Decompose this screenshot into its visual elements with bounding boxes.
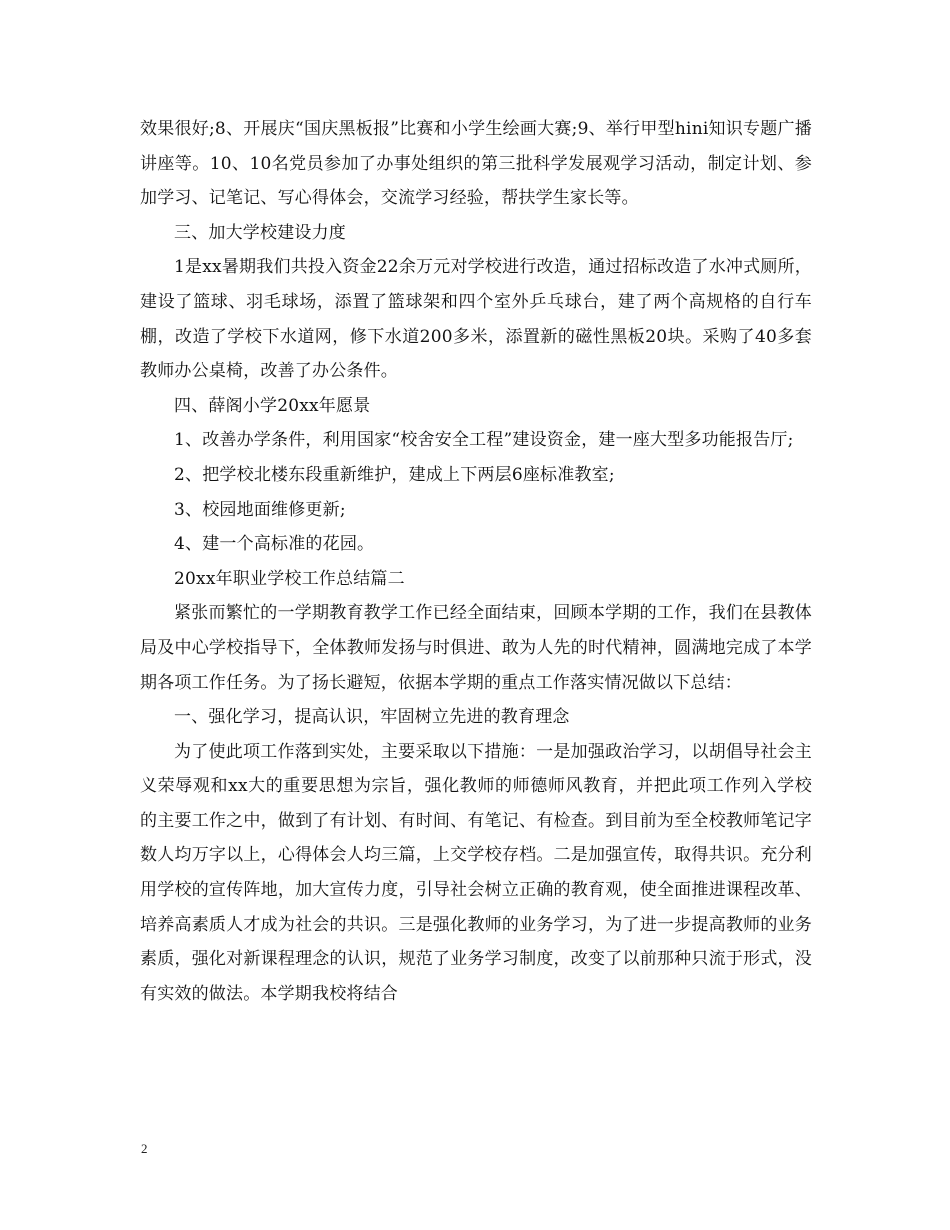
document-body: [140, 112, 812, 1011]
section-heading: 三、加大学校建设力度: [174, 222, 346, 243]
list-item: 1、改善办学条件，利用国家“校舍安全工程”建设资金，建一座大型多功能报告厅;: [174, 430, 794, 451]
list-item: 4、建一个高标准的花园。: [174, 534, 375, 555]
page-number: 2: [141, 1141, 148, 1156]
paragraph: 效果很好;8、开展庆“国庆黑板报”比赛和小学生绘画大赛;9、举行甲型hini知识专题广播讲座等。10、10名党员参加了办事处组织的第三批科学发展观学习活动，制定计划、参加学习、记笔记、写心得体会，交流学习经验，帮扶学生家长等。: [140, 119, 812, 209]
section-heading: 四、薛阁小学20xx年愿景: [174, 395, 371, 416]
section-heading: 一、强化学习，提高认识，牢固树立先进的教育理念: [174, 707, 570, 728]
list-item: 2、把学校北楼东段重新维护，建成上下两层6座标准教室;: [174, 464, 615, 485]
section-title: 20xx年职业学校工作总结篇二: [174, 568, 405, 589]
paragraph: 为了使此项工作落到实处，主要采取以下措施：一是加强政治学习，以胡倡导社会主义荣辱观和xx大的重要思想为宗旨，强化教师的师德师风教育，并把此项工作列入学校的主要工作之中，做到了有计划、有时间、有笔记、有检查。到目前为至全校教师笔记字数人均万字以上，心得体会人均三篇，上交学校存档。二是加强宣传，取得共识。充分利用学校的宣传阵地，加大宣传力度，引导社会树立正确的教育观，使全面推进课程改革、培养高素质人才成为社会的共识。三是强化教师的业务学习，为了进一步提高教师的业务素质，强化对新课程理念的认识，规范了业务学习制度，改变了以前那种只流于形式，没有实效的做法。本学期我校将结合: [140, 741, 812, 1004]
list-item: 3、校园地面维修更新;: [174, 499, 346, 520]
paragraph: 紧张而繁忙的一学期教育教学工作已经全面结束，回顾本学期的工作，我们在县教体局及中心学校指导下，全体教师发扬与时俱进、敢为人先的时代精神，圆满地完成了本学期各项工作任务。为了扬长避短，依据本学期的重点工作落实情况做以下总结：: [140, 603, 812, 693]
paragraph: 1是xx暑期我们共投入资金22余万元对学校进行改造，通过招标改造了水冲式厕所，建设了篮球、羽毛球场，添置了篮球架和四个室外乒乓球台，建了两个高规格的自行车棚，改造了学校下水道网，修下水道200多米，添置新的磁性黑板20块。采购了40多套教师办公桌椅，改善了办公条件。: [140, 257, 812, 382]
